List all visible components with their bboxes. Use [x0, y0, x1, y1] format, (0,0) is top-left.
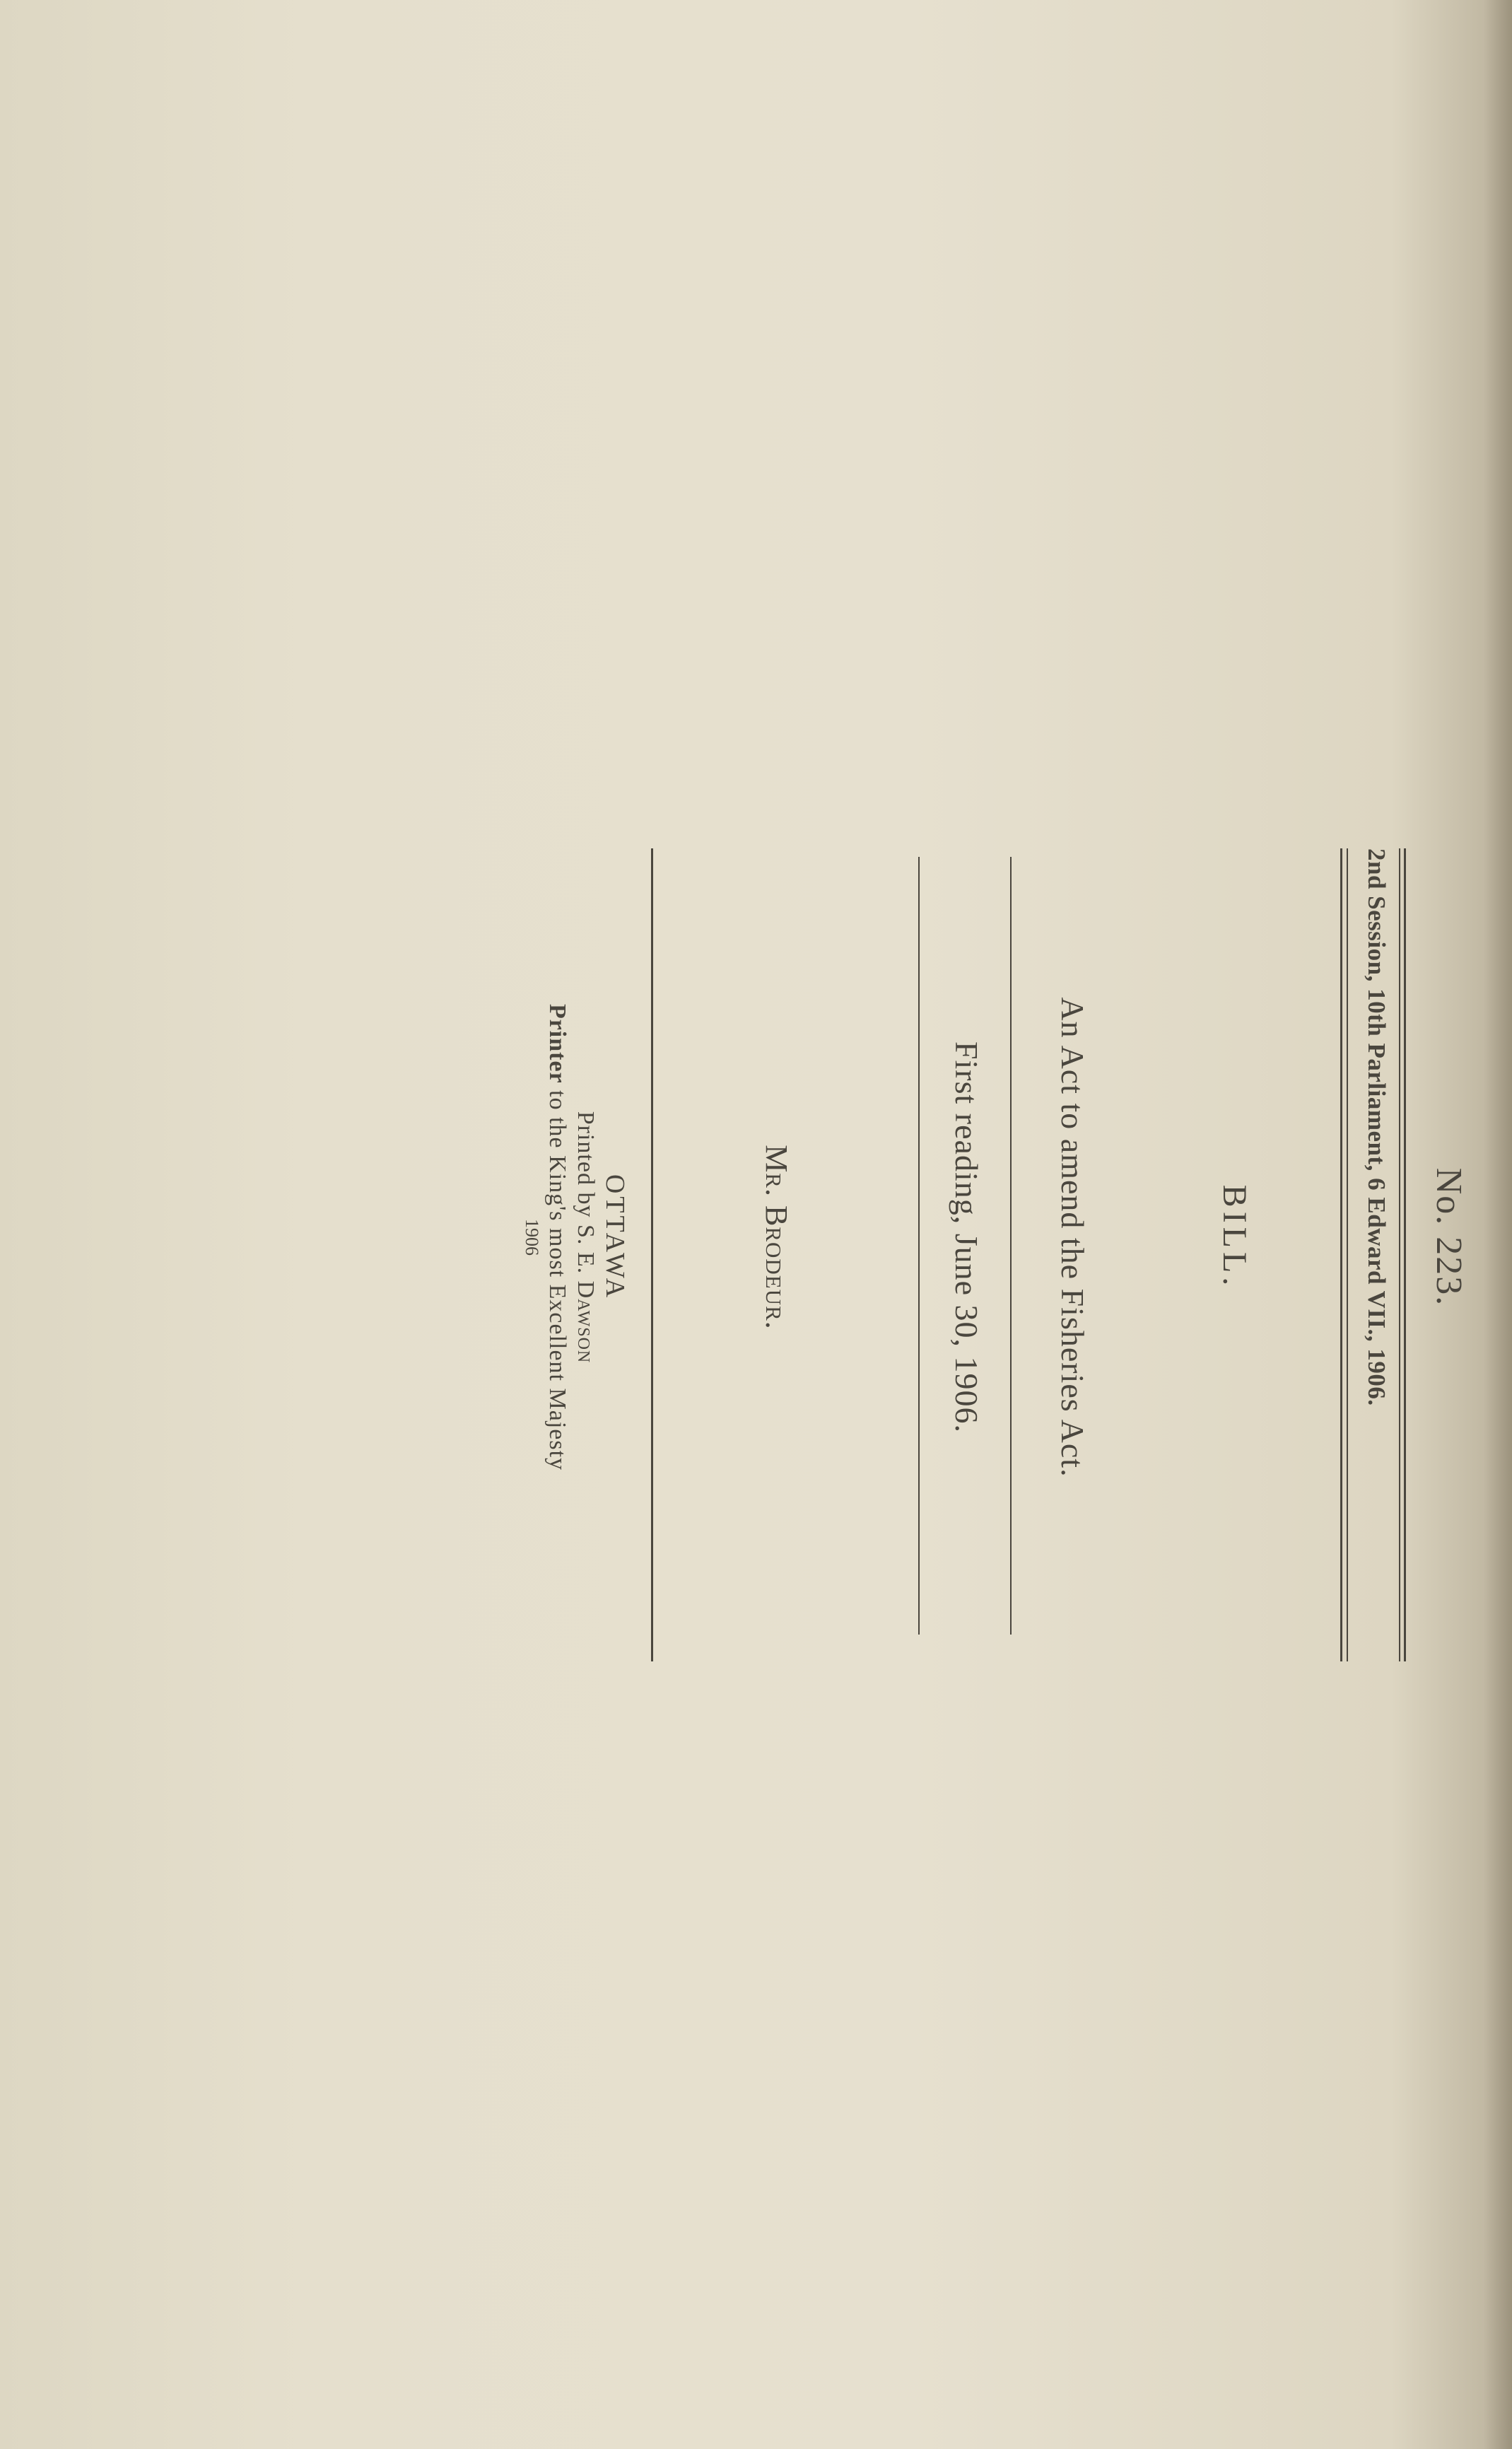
imprint-year: 1906: [522, 1219, 542, 1256]
reading-rule-bottom: [918, 857, 920, 1635]
imprint-city: OTTAWA: [600, 1174, 630, 1301]
printed-by-prefix: Printed by: [573, 1111, 599, 1218]
sponsor-name-text: Mr. Brodeur.: [759, 1145, 794, 1330]
rotated-bill-cover: [0, 636, 1512, 1838]
printer-role-label: Printer: [544, 1003, 570, 1084]
act-title: An Act to amend the Fisheries Act.: [1055, 997, 1091, 1478]
session-rule: [1340, 848, 1342, 1661]
reading-rule-top: [1010, 857, 1012, 1635]
printer-role-rest: to the King's most Excellent Majesty: [544, 1090, 570, 1471]
session-line: 2nd Session, 10th Parliament, 6 Edward VII., 1906.: [1363, 848, 1390, 1406]
imprint-printed-by: [572, 636, 599, 1838]
sponsor-name: [758, 636, 795, 1838]
session-rule-thin: [1347, 848, 1348, 1661]
top-rule-thin: [1399, 848, 1400, 1661]
imprint-printer-role: [544, 636, 570, 1838]
bill-heading: BILL.: [1216, 1184, 1253, 1290]
first-reading: First reading, June 30, 1906.: [949, 1041, 985, 1434]
printer-name: S. E. Dawson: [573, 1224, 599, 1364]
bill-number: No. 223.: [1429, 1167, 1469, 1307]
top-rule: [1404, 848, 1406, 1661]
imprint-rule: [651, 848, 653, 1661]
